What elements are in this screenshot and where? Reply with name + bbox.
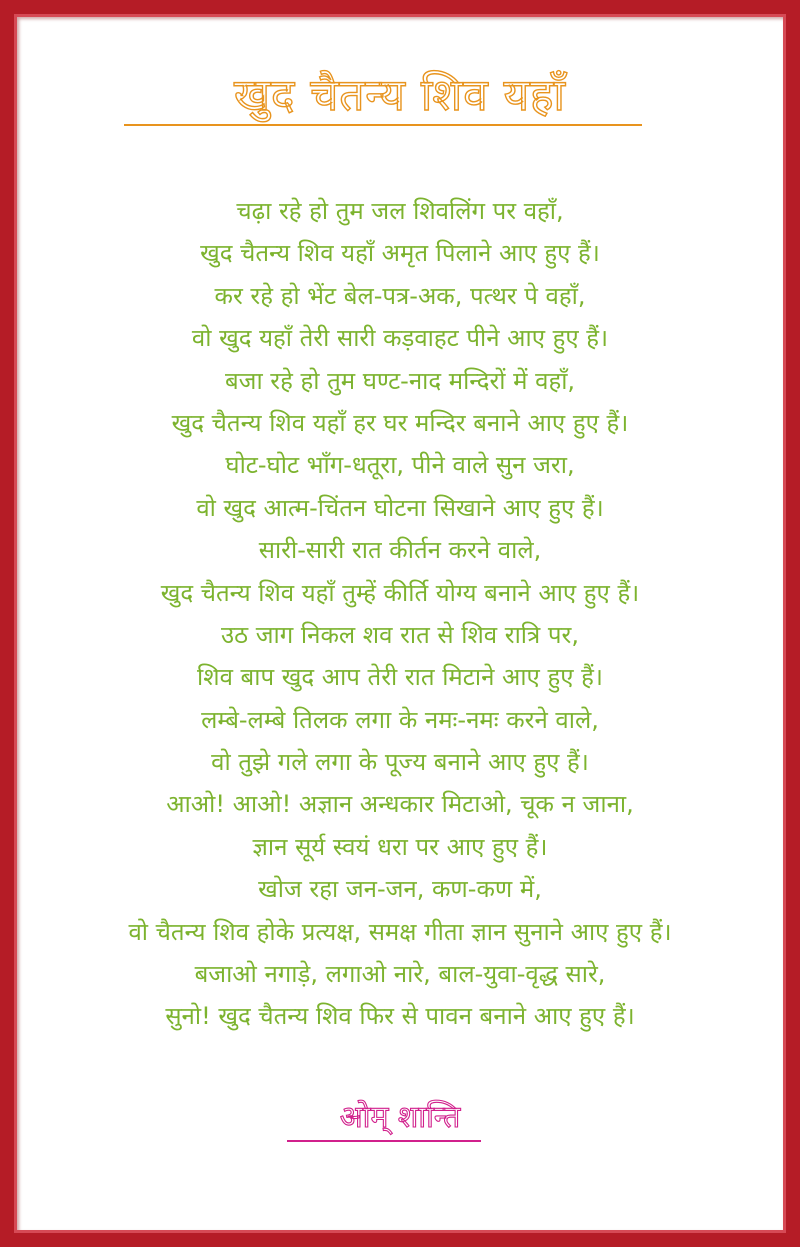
poem-line: घोट-घोट भाँग-धतूरा, पीने वाले सुन जरा, — [225, 451, 575, 480]
poem-line: खुद चैतन्य शिव यहाँ अमृत पिलाने आए हुए हैं। — [200, 239, 600, 268]
poem-line: खुद चैतन्य शिव यहाँ तुम्हें कीर्ति योग्य बनाने आए हुए हैं। — [160, 578, 640, 607]
signoff-om-shanti: ओम् शान्ति — [339, 1100, 461, 1135]
poem-line: बजाओ नगाड़े, लगाओ नारे, बाल-युवा-वृद्ध सारे, — [194, 960, 606, 989]
poem-line: शिव बाप खुद आप तेरी रात मिटाने आए हुए हैं। — [197, 663, 603, 692]
poem-line: कर रहे हो भेंट बेल-पत्र-अक, पत्थर पे वहाँ, — [214, 281, 586, 310]
poem-line: चढ़ा रहे हो तुम जल शिवलिंग पर वहाँ, — [236, 197, 564, 225]
title-underline — [124, 124, 642, 126]
poem-title: खुद चैतन्य शिव यहाँ — [234, 70, 566, 121]
poem-line: वो खुद यहाँ तेरी सारी कड़वाहट पीने आए हुए हैं। — [191, 324, 609, 353]
poem-line: सुनो! खुद चैतन्य शिव फिर से पावन बनाने आए हुए हैं। — [165, 1002, 635, 1031]
poem-line: खुद चैतन्य शिव यहाँ हर घर मन्दिर बनाने आए हुए हैं। — [171, 408, 629, 437]
poem-line: सारी-सारी रात कीर्तन करने वाले, — [258, 536, 542, 565]
poem-line: ज्ञान सूर्य स्वयं धरा पर आए हुए हैं। — [252, 832, 548, 861]
poem-line: खोज रहा जन-जन, कण-कण में, — [258, 875, 542, 904]
poem-line: वो चैतन्य शिव होके प्रत्यक्ष, समक्ष गीता ज्ञान सुनाने आए हुए हैं। — [128, 917, 672, 946]
poem-line: वो तुझे गले लगा के पूज्य बनाने आए हुए हैं। — [211, 748, 589, 777]
poem-line: उठ जाग निकल शव रात से शिव रात्रि पर, — [221, 620, 579, 649]
poem-line: वो खुद आत्म-चिंतन घोटना सिखाने आए हुए हैं। — [196, 493, 604, 522]
signoff-underline — [287, 1140, 481, 1142]
poem-body — [30, 190, 770, 1038]
poem-line: लम्बे-लम्बे तिलक लगा के नमः-नमः करने वाले, — [201, 705, 599, 734]
poem-line: आओ! आओ! अज्ञान अन्धकार मिटाओ, चूक न जाना, — [166, 790, 634, 819]
poem-line: बजा रहे हो तुम घण्ट-नाद मन्दिरों में वहाँ, — [224, 366, 576, 395]
